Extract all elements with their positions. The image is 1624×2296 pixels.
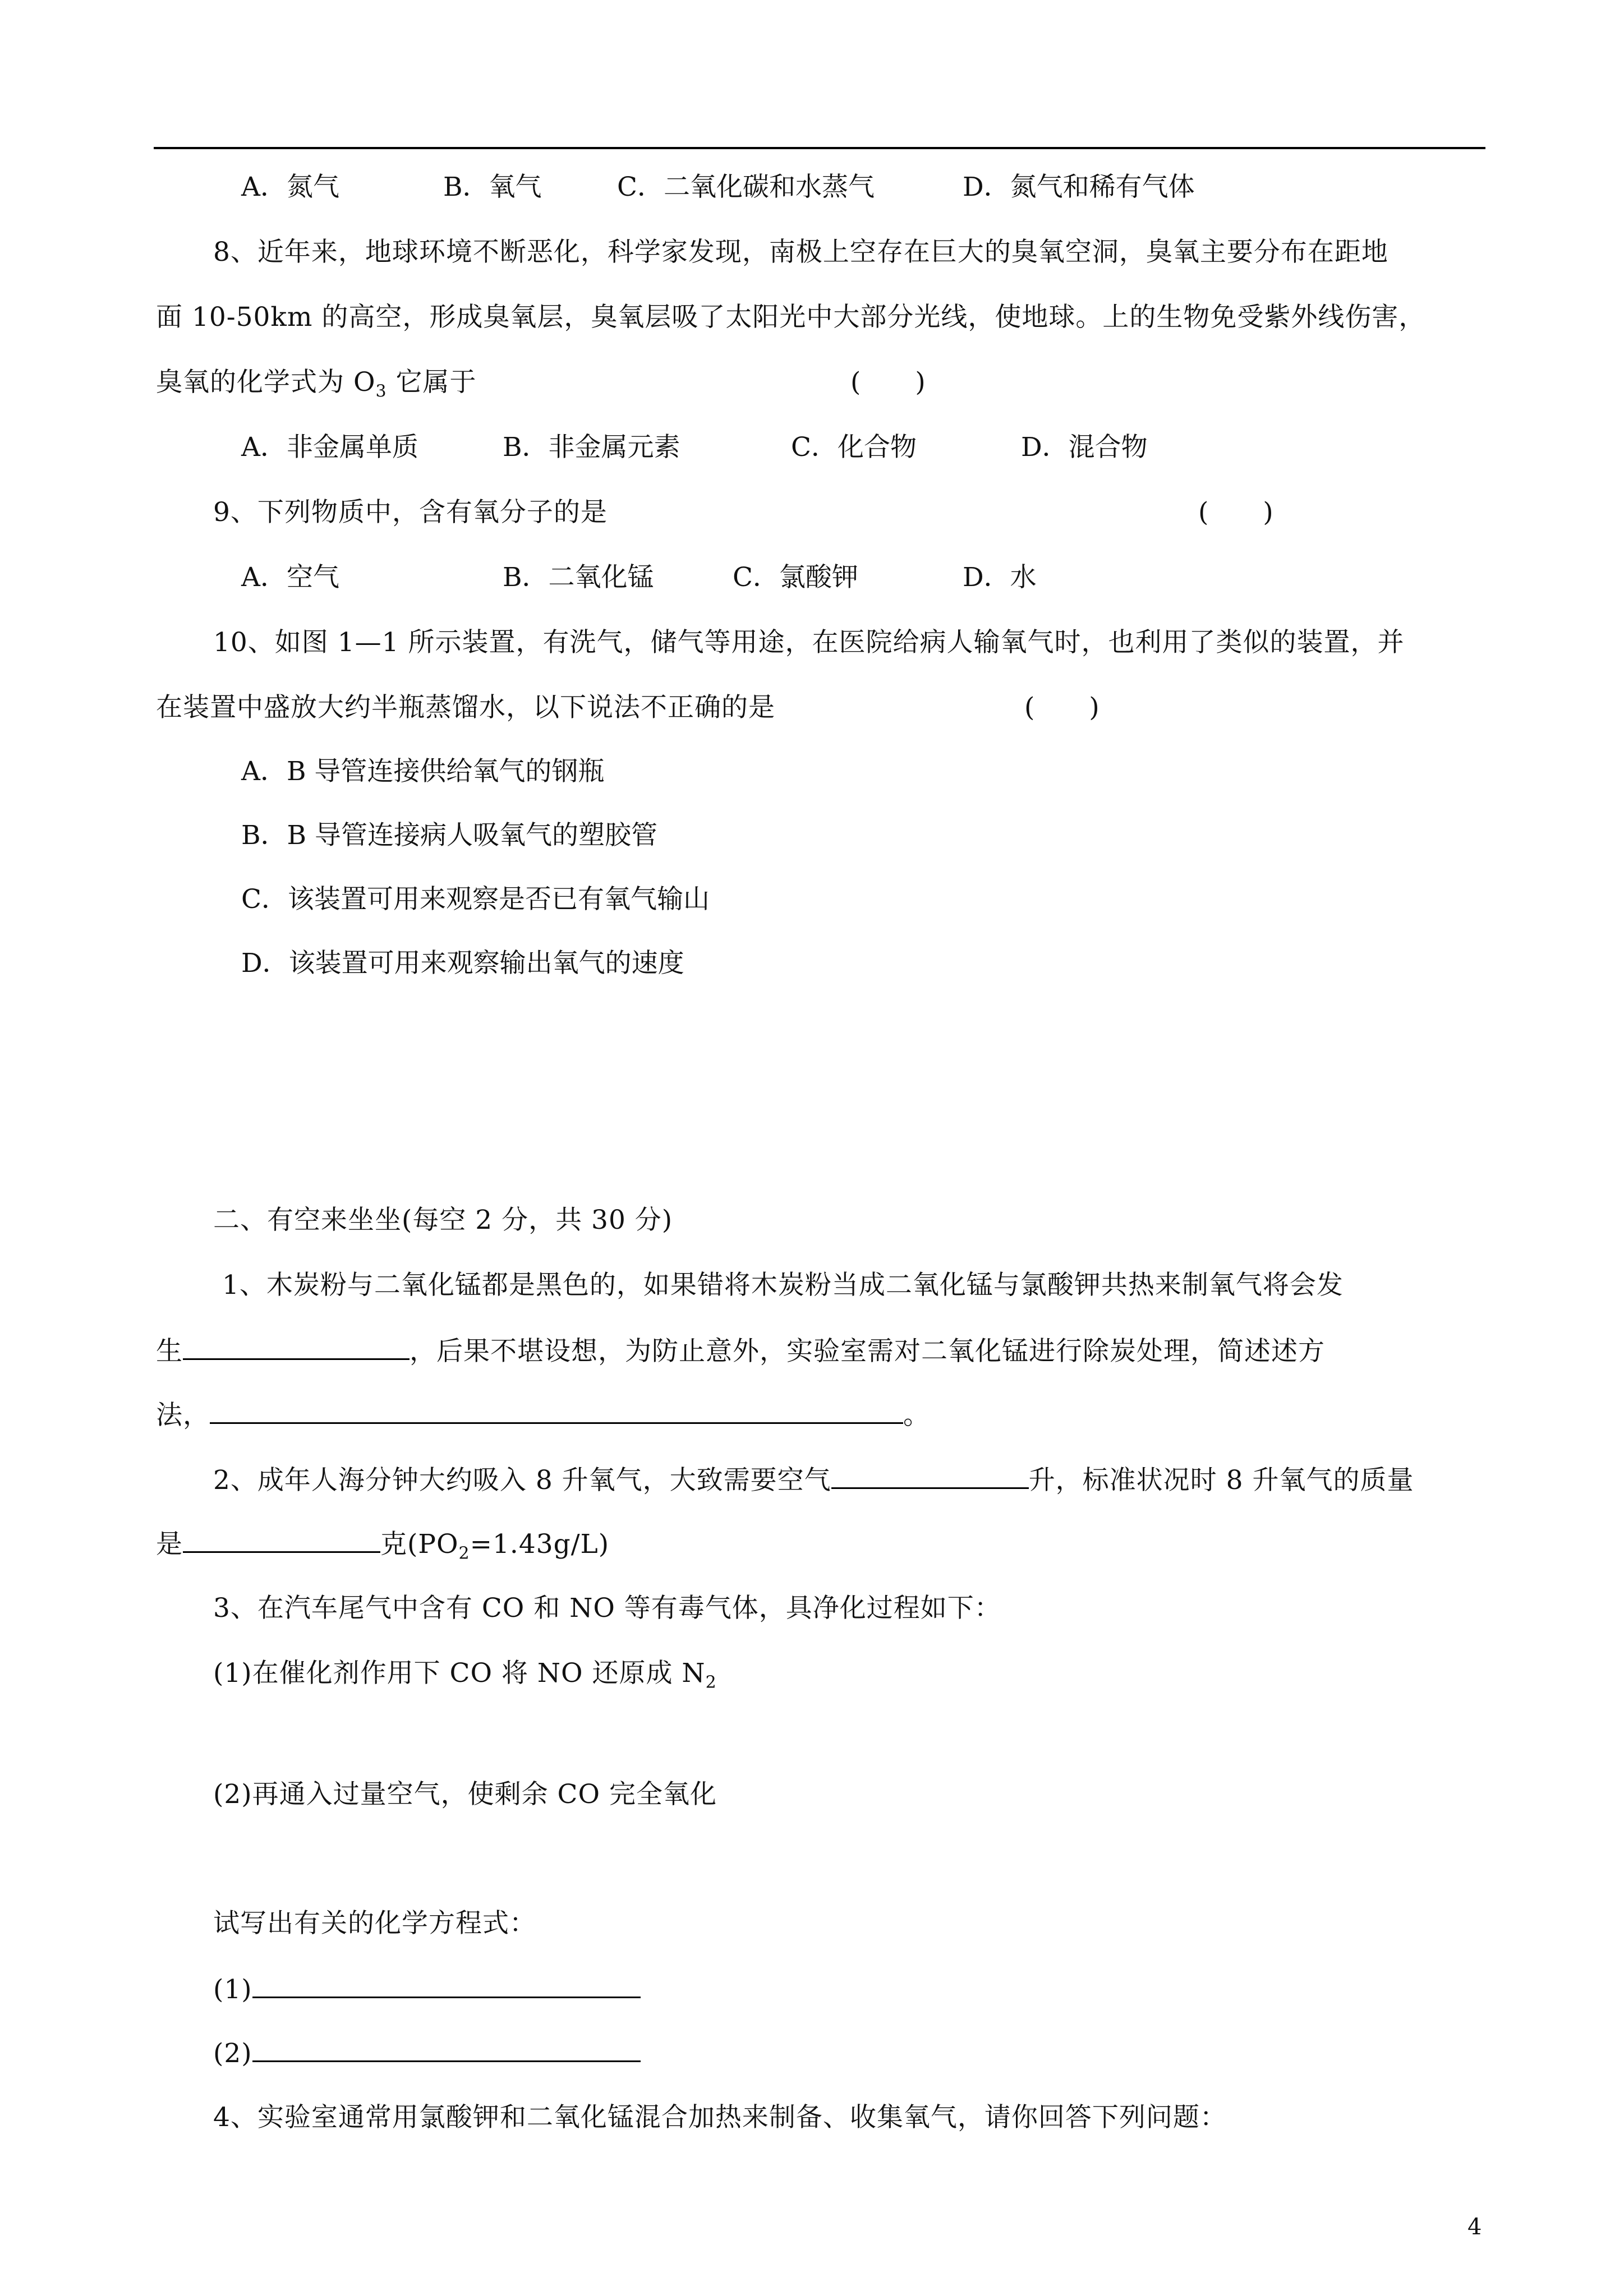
q7-option-c: C．二氧化碳和水蒸气: [617, 172, 875, 202]
section-2-heading: 二、有空来坐坐(每空 2 分，共 30 分): [213, 1205, 673, 1235]
fill-3-answer-2: (2): [213, 2036, 641, 2071]
fill-1-line-1: 1、木炭粉与二氧化锰都是黑色的，如果错将木炭粉当成二氧化锰与氯酸钾共热来制氧气将会发: [213, 1270, 1344, 1301]
q8-line-2: 面 10-50km 的高空，形成臭氧层，臭氧层吸了太阳光中大部分光线，使地球。上的生物免受紫外线伤害，: [156, 302, 1426, 333]
q9-question: 9、下列物质中，含有氧分子的是: [213, 497, 608, 528]
q7-option-d: D．氮气和稀有气体: [963, 172, 1195, 202]
q8-line-3: 臭氧的化学式为 $O_3$ 它属于: [156, 367, 477, 402]
fill-1-blank-1[interactable]: [183, 1334, 410, 1360]
q8-option-d: D．混合物: [1021, 432, 1148, 463]
q7-option-b: B．氧气: [443, 172, 542, 202]
fill-2-line-1: 2、成年人海分钟大约吸入 8 升氧气，大致需要空气 升，标准状况时 8 升氧气的质量: [213, 1463, 1414, 1497]
q10-line-1: 10、如图 1—1 所示装置，有洗气，储气等用途，在医院给病人输氧气时，也利用了类似的装置，并: [213, 627, 1405, 658]
q10-line-2: 在装置中盛放大约半瓶蒸馏水，以下说法不正确的是: [156, 692, 775, 723]
fill-3-step-2: (2)再通入过量空气，使剩余 CO 完全氧化: [213, 1779, 717, 1810]
q9-answer-paren: ( ): [1198, 497, 1274, 528]
header-rule: [154, 147, 1485, 149]
fill-3-prompt: 试写出有关的化学方程式：: [213, 1908, 536, 1939]
q10-answer-paren: ( ): [1024, 692, 1100, 723]
fill-3-answer-1: (1): [213, 1972, 641, 2007]
fill-2-line-2: 是 克$(PO_2=1.43g/L)$: [156, 1527, 609, 1561]
q10-option-c: C．该装置可用来观察是否已有氧气输山: [241, 884, 710, 915]
q9-option-d: D．水: [963, 562, 1037, 593]
fill-3-blank-2[interactable]: [252, 2036, 641, 2062]
fill-1-line-2: 生 ，后果不堪设想，为防止意外，实验室需对二氧化锰进行除炭处理，简述述方: [156, 1334, 1325, 1368]
q8-line-1: 8、近年来，地球环境不断恶化，科学家发现，南极上空存在巨大的臭氧空洞，臭氧主要分布在距地: [213, 237, 1388, 268]
q7-option-a: A．氮气: [241, 172, 339, 202]
q9-option-a: A．空气: [241, 562, 339, 593]
q9-option-b: B．二氧化锰: [503, 562, 654, 593]
q9-option-c: C．氯酸钾: [733, 562, 858, 593]
fill-3-blank-1[interactable]: [252, 1972, 641, 1998]
q8-option-b: B．非金属元素: [503, 432, 680, 463]
q8-option-c: C．化合物: [791, 432, 917, 463]
page-number: 4: [1467, 2214, 1482, 2240]
q10-option-d: D．该装置可用来观察输出氧气的速度: [241, 948, 684, 979]
q8-option-a: A．非金属单质: [241, 432, 418, 463]
fill-4-question: 4、实验室通常用氯酸钾和二氧化锰混合加热来制备、收集氧气，请你回答下列问题：: [213, 2102, 1227, 2133]
fill-2-blank-1[interactable]: [831, 1463, 1029, 1489]
fill-2-blank-2[interactable]: [183, 1527, 380, 1553]
fill-1-blank-2[interactable]: [210, 1398, 903, 1424]
fill-1-line-3: 法， 。: [156, 1398, 930, 1432]
fill-3-step-1: (1)在催化剂作用下 CO 将 NO 还原成 $N_2$: [213, 1658, 717, 1693]
q8-answer-paren: ( ): [850, 367, 926, 398]
q10-option-b: B．B 导管连接病人吸氧气的塑胶管: [241, 820, 658, 851]
q10-option-a: A．B 导管连接供给氧气的钢瓶: [241, 756, 605, 787]
fill-3-intro: 3、在汽车尾气中含有 CO 和 NO 等有毒气体，具净化过程如下：: [213, 1593, 1001, 1624]
